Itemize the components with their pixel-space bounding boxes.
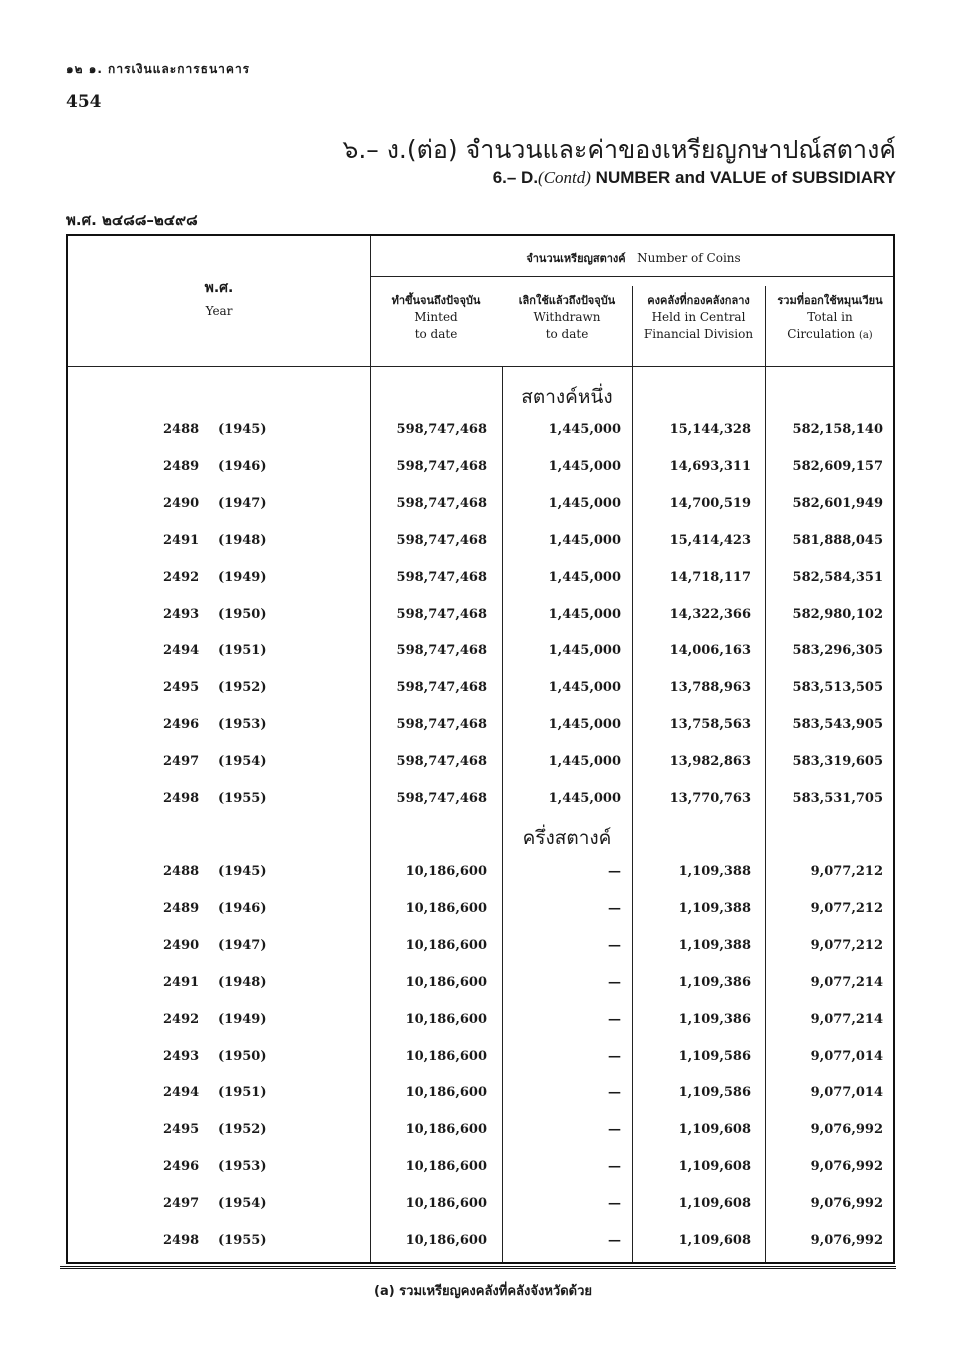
header-minted (370, 292, 502, 343)
total-cell: 9,077,214 (810, 974, 883, 990)
minted-cell: 598,747,468 (396, 495, 487, 511)
year-ad-cell: (1953) (218, 717, 267, 733)
table-row (68, 1085, 897, 1115)
year-ad-cell: (1953) (218, 1159, 267, 1175)
year-ad-cell: (1946) (218, 458, 267, 474)
withdrawn-cell: 1,445,000 (548, 532, 621, 548)
minted-cell: 10,186,600 (405, 1048, 487, 1064)
year-ad-cell: (1947) (218, 495, 267, 511)
minted-cell: 10,186,600 (405, 1233, 487, 1248)
minted-cell: 598,747,468 (396, 606, 487, 622)
table-row (68, 459, 897, 489)
year-be-cell: 2491 (163, 974, 200, 990)
table-row (68, 754, 897, 784)
header-held-en-2: Financial Division (643, 327, 754, 341)
minted-cell: 10,186,600 (405, 1085, 487, 1101)
table-title-thai: ๖.– ง.(ต่อ) จำนวนและค่าของเหรียญกษาปณ์สตางค์ (342, 135, 896, 164)
year-be-cell: 2498 (163, 1233, 200, 1248)
year-ad-cell: (1948) (218, 974, 267, 990)
held-cell: 1,109,388 (678, 864, 751, 879)
held-cell: 1,109,388 (678, 937, 751, 953)
table-row (68, 1196, 897, 1226)
withdrawn-cell: 1,445,000 (548, 422, 621, 437)
held-cell: 1,109,608 (678, 1196, 751, 1212)
held-cell: 1,109,586 (678, 1048, 751, 1064)
minted-cell: 10,186,600 (405, 1159, 487, 1175)
held-cell: 1,109,386 (678, 1011, 751, 1027)
footnote-marker: (a) (858, 330, 873, 341)
minted-cell: 598,747,468 (396, 717, 487, 733)
header-year (68, 280, 370, 320)
period-label: พ.ศ. ๒๔๘๘–๒๔๙๘ (66, 211, 198, 229)
minted-cell: 598,747,468 (396, 643, 487, 659)
header-number-of-coins (370, 250, 897, 267)
held-cell: 13,758,563 (669, 717, 751, 733)
held-cell: 15,144,328 (669, 422, 751, 437)
table-row (68, 1233, 897, 1263)
total-cell: 9,077,212 (810, 864, 883, 879)
minted-cell: 10,186,600 (405, 864, 487, 879)
year-be-cell: 2494 (163, 643, 200, 659)
minted-cell: 598,747,468 (396, 458, 487, 474)
coins-table (66, 234, 895, 1264)
header-total-en-2-text: Circulation (787, 327, 856, 341)
table-row (68, 864, 897, 894)
table-row (68, 643, 897, 673)
header-group-thai: จำนวนเหรียญสตางค์ (526, 252, 626, 265)
year-be-cell: 2496 (163, 717, 200, 733)
held-cell: 15,414,423 (669, 532, 751, 548)
held-cell: 13,788,963 (669, 680, 751, 696)
minted-cell: 598,747,468 (396, 680, 487, 696)
total-cell: 9,076,992 (810, 1122, 883, 1138)
table-row (68, 680, 897, 710)
header-minted-en-2: to date (414, 327, 458, 341)
minted-cell: 10,186,600 (405, 1011, 487, 1027)
held-cell: 1,109,608 (678, 1159, 751, 1175)
year-be-cell: 2494 (163, 1085, 200, 1101)
year-be-cell: 2488 (163, 422, 200, 437)
year-be-cell: 2490 (163, 937, 200, 953)
header-held-en-1: Held in Central (651, 310, 746, 324)
withdrawn-cell: 1,445,000 (548, 717, 621, 733)
header-held (632, 292, 765, 343)
year-be-cell: 2496 (163, 1159, 200, 1175)
withdrawn-cell: — (608, 937, 621, 953)
header-group-en: Number of Coins (637, 251, 741, 265)
minted-cell: 10,186,600 (405, 974, 487, 990)
header-total (765, 292, 895, 344)
held-cell: 1,109,608 (678, 1233, 751, 1248)
table-row (68, 1159, 897, 1189)
held-cell: 13,770,763 (669, 791, 751, 806)
table-row (68, 422, 897, 452)
header-total-en-1: Total in (807, 310, 853, 324)
total-cell: 583,531,705 (792, 791, 883, 806)
header-withdrawn (502, 292, 632, 343)
table-title-english (493, 168, 896, 188)
withdrawn-cell: — (608, 1048, 621, 1064)
section-title-half-satang: ครึ่งสตางค์ (522, 827, 612, 849)
minted-cell: 598,747,468 (396, 532, 487, 548)
group-header-rule (370, 276, 893, 277)
table-row (68, 717, 897, 747)
minted-cell: 10,186,600 (405, 1196, 487, 1212)
year-be-cell: 2493 (163, 606, 200, 622)
total-cell: 9,077,214 (810, 1011, 883, 1027)
year-ad-cell: (1952) (218, 1122, 267, 1138)
total-cell: 582,601,949 (792, 495, 883, 511)
header-minted-thai: ทำขึ้นจนถึงปัจจุบัน (391, 294, 481, 307)
bottom-rule (60, 1266, 896, 1269)
total-cell: 583,319,605 (792, 754, 883, 770)
withdrawn-cell: 1,445,000 (548, 754, 621, 770)
withdrawn-cell: — (608, 864, 621, 879)
year-ad-cell: (1949) (218, 569, 267, 585)
withdrawn-cell: 1,445,000 (548, 569, 621, 585)
year-be-cell: 2489 (163, 900, 200, 916)
header-bottom-rule (68, 366, 893, 367)
table-row (68, 496, 897, 526)
year-ad-cell: (1951) (218, 1085, 267, 1101)
held-cell: 14,322,366 (669, 606, 751, 622)
held-cell: 1,109,386 (678, 974, 751, 990)
table-row (68, 1012, 897, 1042)
header-total-thai: รวมที่ออกใช้หมุนเวียน (777, 294, 883, 307)
header-year-thai: พ.ศ. (204, 280, 234, 296)
minted-cell: 10,186,600 (405, 1122, 487, 1138)
header-year-en: Year (205, 304, 233, 318)
withdrawn-cell: — (608, 1122, 621, 1138)
year-be-cell: 2489 (163, 458, 200, 474)
total-cell: 582,609,157 (792, 458, 883, 474)
year-ad-cell: (1955) (218, 1233, 267, 1248)
total-cell: 582,584,351 (792, 569, 883, 585)
held-cell: 1,109,586 (678, 1085, 751, 1101)
year-ad-cell: (1946) (218, 900, 267, 916)
header-minted-en-1: Minted (414, 310, 458, 324)
year-ad-cell: (1954) (218, 1196, 267, 1212)
total-cell: 583,296,305 (792, 643, 883, 659)
withdrawn-cell: — (608, 1196, 621, 1212)
total-cell: 581,888,045 (792, 532, 883, 548)
year-ad-cell: (1945) (218, 864, 267, 879)
header-withdrawn-thai: เลิกใช้แล้วถึงปัจจุบัน (518, 294, 616, 307)
table-row (68, 791, 897, 821)
withdrawn-cell: — (608, 1011, 621, 1027)
year-ad-cell: (1952) (218, 680, 267, 696)
withdrawn-cell: — (608, 1159, 621, 1175)
withdrawn-cell: — (608, 1233, 621, 1248)
year-be-cell: 2490 (163, 495, 200, 511)
total-cell: 9,076,992 (810, 1196, 883, 1212)
year-be-cell: 2492 (163, 569, 200, 585)
year-be-cell: 2495 (163, 1122, 200, 1138)
year-ad-cell: (1950) (218, 1048, 267, 1064)
title-en-rest: NUMBER and VALUE of SUBSIDIARY (590, 168, 896, 187)
held-cell: 14,693,311 (669, 458, 751, 474)
footnote: (a) รวมเหรียญคงคลังที่คลังจังหวัดด้วย (374, 1284, 592, 1299)
header-withdrawn-en-2: to date (545, 327, 589, 341)
held-cell: 14,718,117 (669, 569, 751, 585)
minted-cell: 598,747,468 (396, 754, 487, 770)
page-number: 454 (66, 92, 102, 112)
year-ad-cell: (1955) (218, 791, 267, 806)
minted-cell: 598,747,468 (396, 569, 487, 585)
withdrawn-cell: 1,445,000 (548, 643, 621, 659)
year-ad-cell: (1948) (218, 532, 267, 548)
year-ad-cell: (1954) (218, 754, 267, 770)
total-cell: 583,513,505 (792, 680, 883, 696)
year-be-cell: 2497 (163, 754, 200, 770)
total-cell: 9,076,992 (810, 1233, 883, 1248)
total-cell: 9,077,014 (810, 1048, 883, 1064)
minted-cell: 598,747,468 (396, 791, 487, 806)
minted-cell: 10,186,600 (405, 937, 487, 953)
total-cell: 9,077,212 (810, 900, 883, 916)
held-cell: 1,109,388 (678, 900, 751, 916)
held-cell: 1,109,608 (678, 1122, 751, 1138)
total-cell: 9,076,992 (810, 1159, 883, 1175)
table-row (68, 975, 897, 1005)
minted-cell: 10,186,600 (405, 900, 487, 916)
withdrawn-cell: — (608, 900, 621, 916)
year-be-cell: 2491 (163, 532, 200, 548)
held-cell: 14,006,163 (669, 643, 751, 659)
year-be-cell: 2492 (163, 1011, 200, 1027)
year-be-cell: 2498 (163, 791, 200, 806)
table-row (68, 1122, 897, 1152)
year-ad-cell: (1945) (218, 422, 267, 437)
total-cell: 583,543,905 (792, 717, 883, 733)
withdrawn-cell: 1,445,000 (548, 495, 621, 511)
year-be-cell: 2493 (163, 1048, 200, 1064)
year-ad-cell: (1950) (218, 606, 267, 622)
year-be-cell: 2488 (163, 864, 200, 879)
table-row (68, 901, 897, 931)
withdrawn-cell: 1,445,000 (548, 458, 621, 474)
held-cell: 14,700,519 (669, 495, 751, 511)
section-title-one-satang: สตางค์หนึ่ง (521, 386, 613, 408)
withdrawn-cell: 1,445,000 (548, 606, 621, 622)
table-row (68, 607, 897, 637)
table-row (68, 938, 897, 968)
header-total-en-2 (765, 326, 895, 344)
table-row (68, 533, 897, 563)
header-held-thai: คงคลังที่กองคลังกลาง (647, 294, 750, 307)
year-ad-cell: (1949) (218, 1011, 267, 1027)
total-cell: 9,077,014 (810, 1085, 883, 1101)
total-cell: 582,980,102 (792, 606, 883, 622)
header-withdrawn-en-1: Withdrawn (533, 310, 601, 324)
held-cell: 13,982,863 (669, 754, 751, 770)
running-head: ๑๒ ๑. การเงินและการธนาคาร (66, 62, 251, 76)
withdrawn-cell: — (608, 974, 621, 990)
withdrawn-cell: — (608, 1085, 621, 1101)
total-cell: 9,077,212 (810, 937, 883, 953)
table-row (68, 1049, 897, 1079)
year-be-cell: 2495 (163, 680, 200, 696)
minted-cell: 598,747,468 (396, 422, 487, 437)
withdrawn-cell: 1,445,000 (548, 791, 621, 806)
table-row (68, 570, 897, 600)
title-en-prefix: 6.– D. (492, 168, 539, 187)
year-ad-cell: (1951) (218, 643, 267, 659)
title-en-contd: (Contd) (538, 168, 591, 187)
year-be-cell: 2497 (163, 1196, 200, 1212)
withdrawn-cell: 1,445,000 (548, 680, 621, 696)
year-ad-cell: (1947) (218, 937, 267, 953)
total-cell: 582,158,140 (792, 422, 883, 437)
